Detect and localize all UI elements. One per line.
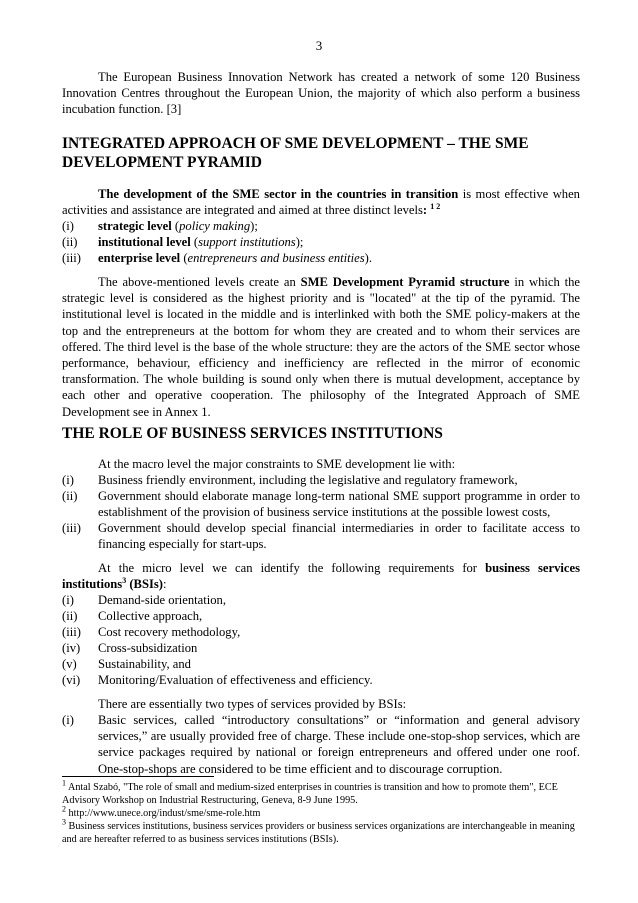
micro-item [62, 624, 580, 640]
pyramid-bold: SME Development Pyramid structure [300, 275, 510, 289]
macro-item [62, 488, 580, 520]
level-name: institutional level [98, 235, 191, 249]
page-number: 3 [315, 38, 323, 53]
micro-intro-pre: At the micro level we can identify the following requirements for [98, 561, 486, 575]
footnote-text: Business services institutions, business services providers or business services organizations are interchangeable in meaning and are hereafter referred to as business services institutions (BSIs). [62, 821, 575, 845]
micro-text: Demand-side orientation, [98, 593, 226, 607]
sme-development-paragraph [62, 186, 580, 218]
micro-number: (vi) [62, 673, 81, 687]
level-open-paren: ( [190, 235, 199, 249]
level-number: (ii) [62, 235, 78, 249]
pyramid-text-pre: The above-mentioned levels create an [98, 275, 301, 289]
sme-development-text: is most effective when activities and assistance are integrated and aimed at three distinct levels [62, 187, 580, 218]
micro-number: (ii) [62, 609, 78, 623]
footnote-mark: 2 [62, 804, 66, 814]
micro-item [62, 608, 580, 624]
micro-item [62, 640, 580, 656]
macro-text: Business friendly environment, including the legislative and regulatory framework, [98, 473, 518, 487]
micro-intro-bold: business services institutions [62, 561, 580, 592]
sme-development-bold: The development of the SME sector in the countries in transition [98, 187, 459, 201]
footnote-refs-1-2: 1 2 [430, 202, 441, 212]
macro-text: Government should develop special financial intermediaries in order to facilitate access to financing especially for start-ups. [98, 521, 580, 552]
micro-item [62, 672, 580, 688]
micro-text: Cost recovery methodology, [98, 625, 241, 639]
footnote [62, 778, 582, 807]
macro-intro: At the macro level the major constraints to SME development lie with: [98, 457, 456, 471]
macro-number: (iii) [62, 521, 81, 535]
micro-number: (v) [62, 657, 77, 671]
footnote [62, 817, 582, 846]
macro-number: (i) [62, 473, 74, 487]
macro-item [62, 520, 580, 552]
micro-intro-bsis: (BSIs) [126, 577, 163, 592]
service-number: (i) [62, 713, 74, 727]
level-item [62, 218, 580, 234]
intro-paragraph: The European Business Innovation Network has created a network of some 120 Business Innovation Centres throughout the European Union, the majority of which also perform a business incubation function. [3] [62, 70, 580, 117]
pyramid-paragraph [62, 274, 580, 420]
level-description: policy making [179, 219, 251, 233]
micro-text: Collective approach, [98, 609, 203, 623]
level-open-paren: ( [171, 219, 180, 233]
micro-item [62, 656, 580, 672]
sme-development-colon: : [422, 203, 428, 218]
level-close-paren: ); [295, 235, 304, 249]
level-close-paren: ); [250, 219, 258, 233]
footnote-mark: 1 [62, 778, 66, 788]
micro-number: (iii) [62, 625, 81, 639]
level-description: entrepreneurs and business entities [187, 251, 365, 265]
footnote-text: Antal Szabó, "The role of small and medium-sized enterprises in countries is transition and how to promote them", ECE Advisory Workshop on Industrial Restructuring, Geneva, 8-9 June 1995. [62, 782, 558, 806]
macro-number: (ii) [62, 489, 78, 503]
level-open-paren: ( [180, 251, 188, 265]
level-number: (iii) [62, 251, 81, 265]
micro-text: Cross-subsidization [98, 641, 198, 655]
micro-text: Sustainability, and [98, 657, 191, 671]
level-name: enterprise level [98, 251, 181, 265]
level-item [62, 250, 580, 266]
service-text: Basic services, called “introductory consultations” or “information and general advisory services,” are usually provided free of charge. These include one-stop-shop services, which are service packages required by national or foreign entrepreneurs and offered under one roof. One-stop-shops are considered to be time efficient and to discourage corruption. [98, 713, 580, 776]
macro-item [62, 472, 580, 488]
level-item [62, 234, 580, 250]
micro-text: Monitoring/Evaluation of effectiveness and efficiency. [98, 673, 373, 687]
level-name: strategic level [98, 219, 172, 233]
pyramid-text-post: in which the strategic level is considered as the highest priority and is "located" at the tip of the pyramid. The institutional level is located in the middle and is interlinked with both the SME policy-makers at the top and the entrepreneurs at the bottom for whom they are created and to whom their services are offered. The third level is the base of the whole structure: they are the actors of the SME sector whose performance, behaviour, efficiency and inefficiency are reflected in the mirror of economic transformation. The whole building is sound only when there is mutual development, acceptance by each other and operative cooperation. The philosophy of the Integrated Approach of SME Development see in Annex 1. [62, 275, 580, 419]
section-heading-integrated-approach: INTEGRATED APPROACH OF SME DEVELOPMENT – THE SME DEVELOPMENT PYRAMID [62, 135, 529, 171]
macro-text: Government should elaborate manage long-term national SME support programme in order to establishment of the provision of business service institutions at the possible lowest costs, [98, 489, 580, 520]
footnote-ref-3: 3 [122, 576, 127, 586]
footnote-mark: 3 [62, 817, 66, 827]
service-item [62, 712, 580, 777]
micro-intro [62, 560, 580, 592]
footnote [62, 804, 582, 820]
level-description: support institutions [198, 235, 296, 249]
micro-intro-colon: : [162, 577, 167, 592]
level-close-paren: ). [364, 251, 372, 265]
services-intro: There are essentially two types of services provided by BSIs: [98, 697, 407, 711]
micro-item [62, 592, 580, 608]
section-heading-business-services: THE ROLE OF BUSINESS SERVICES INSTITUTIONS [62, 425, 443, 442]
micro-number: (i) [62, 593, 74, 607]
footnote-text: http://www.unece.org/indust/sme/sme-role.htm [66, 808, 261, 819]
level-number: (i) [62, 219, 74, 233]
micro-number: (iv) [62, 641, 81, 655]
footnote-divider [62, 776, 214, 777]
